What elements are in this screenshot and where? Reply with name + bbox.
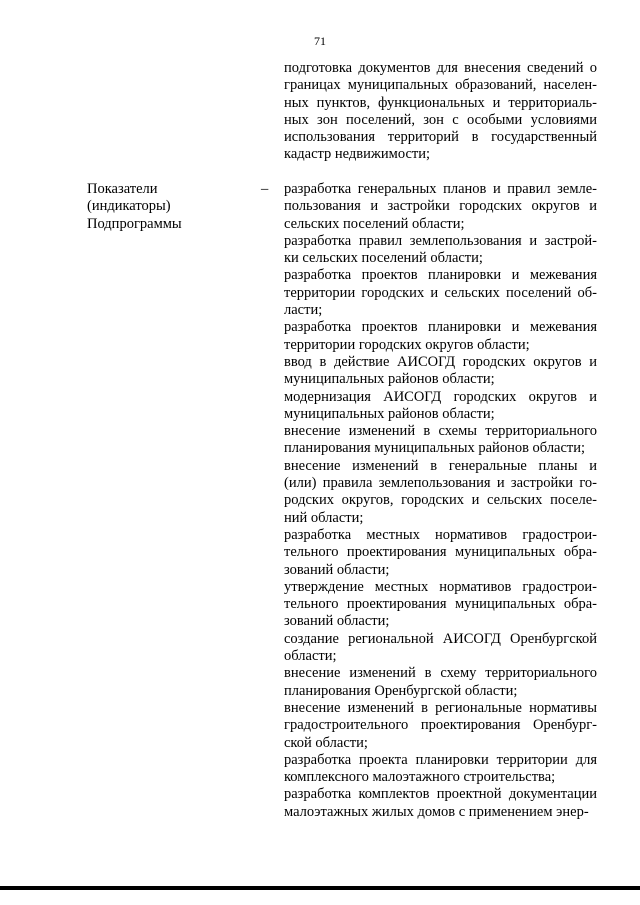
indicator-item	[284, 267, 597, 319]
text-line: тельного проектирования муниципальных обра-	[284, 596, 597, 613]
text-line: использования территорий в государственный	[284, 129, 597, 146]
text-line: ской области;	[284, 734, 368, 751]
indicator-item	[284, 319, 597, 354]
text-line: создание региональной АИСОГД Оренбургской	[284, 630, 597, 647]
text-line: границах муниципальных образований, населен-	[284, 77, 597, 94]
text-line: сельских поселений области;	[284, 215, 465, 232]
text-line: ных пунктов, функциональных и территориаль-	[284, 94, 597, 111]
text-line: малоэтажных жилых домов с применением энер-	[284, 803, 589, 820]
text-line: внесение изменений в генеральные планы и	[284, 457, 597, 474]
text-line: территории городских округов области;	[284, 336, 530, 353]
text-line: модернизация АИСОГД городских округов и	[284, 388, 597, 405]
indicator-item	[284, 631, 597, 666]
indicator-item	[284, 527, 597, 579]
text-line: разработка местных нормативов градострои-	[284, 526, 597, 543]
text-line: внесение изменений в схемы территориального	[284, 423, 597, 440]
top-paragraph-text	[284, 60, 597, 164]
section-label-line: Показатели	[87, 181, 158, 197]
text-line: разработка проектов планировки и межевания	[284, 319, 597, 336]
label-dash: –	[261, 181, 269, 197]
text-line: ний области;	[284, 509, 364, 526]
indicator-item	[284, 233, 597, 268]
indicator-item	[284, 579, 597, 631]
text-line: подготовка документов для внесения сведений о	[284, 60, 597, 76]
text-line: пользования и застройки городских округов и	[284, 198, 597, 215]
top-block-paragraph	[284, 60, 597, 164]
text-line: внесение изменений в региональные нормативы	[284, 699, 597, 716]
text-line: градостроительного проектирования Оренбург-	[284, 717, 597, 734]
text-line: области;	[284, 648, 337, 665]
text-line: кадастр недвижимости;	[284, 146, 431, 163]
text-line: муниципальных районов области;	[284, 371, 495, 388]
section-label-line: (индикаторы)	[87, 198, 171, 215]
text-line: зований области;	[284, 561, 390, 578]
text-line: ных зон поселений, зон с особыми условиями	[284, 111, 597, 128]
text-line: родских округов, городских и сельских поселе-	[284, 492, 597, 509]
text-line: комплексного малоэтажного строительства;	[284, 769, 556, 786]
page-number: 71	[314, 34, 326, 48]
indicator-item	[284, 181, 597, 233]
text-line: ввод в действие АИСОГД городских округов и	[284, 353, 597, 370]
text-line: разработка комплектов проектной документации	[284, 786, 597, 803]
text-line: планирования муниципальных районов области;	[284, 440, 586, 457]
text-line: планирования Оренбургской области;	[284, 682, 518, 699]
bottom-rule	[0, 886, 640, 890]
text-line: (или) правила землепользования и застройки го-	[284, 475, 597, 492]
indicator-item	[284, 354, 597, 389]
text-line: ки сельских поселений области;	[284, 250, 483, 267]
section-label-line: Подпрограммы	[87, 215, 182, 232]
indicator-item	[284, 389, 597, 424]
text-line: разработка проекта планировки территории для	[284, 751, 597, 768]
text-line: разработка правил землепользования и застрой-	[284, 232, 597, 249]
indicator-item	[284, 786, 597, 821]
indicator-item	[284, 752, 597, 787]
text-line: утверждение местных нормативов градострои-	[284, 578, 597, 595]
text-line: муниципальных районов области;	[284, 405, 495, 422]
text-line: тельного проектирования муниципальных обра-	[284, 544, 597, 561]
text-line: ласти;	[284, 302, 323, 319]
indicator-list	[284, 181, 597, 821]
indicator-item	[284, 700, 597, 752]
indicator-item	[284, 423, 597, 458]
text-line: разработка генеральных планов и правил земле-	[284, 181, 597, 197]
section-label	[87, 181, 237, 233]
text-line: разработка проектов планировки и межевания	[284, 267, 597, 284]
text-line: внесение изменений в схему территориального	[284, 665, 597, 682]
text-line: зований области;	[284, 613, 390, 630]
indicator-item	[284, 458, 597, 527]
indicator-item	[284, 665, 597, 700]
text-line: территории городских и сельских поселений об-	[284, 284, 597, 301]
